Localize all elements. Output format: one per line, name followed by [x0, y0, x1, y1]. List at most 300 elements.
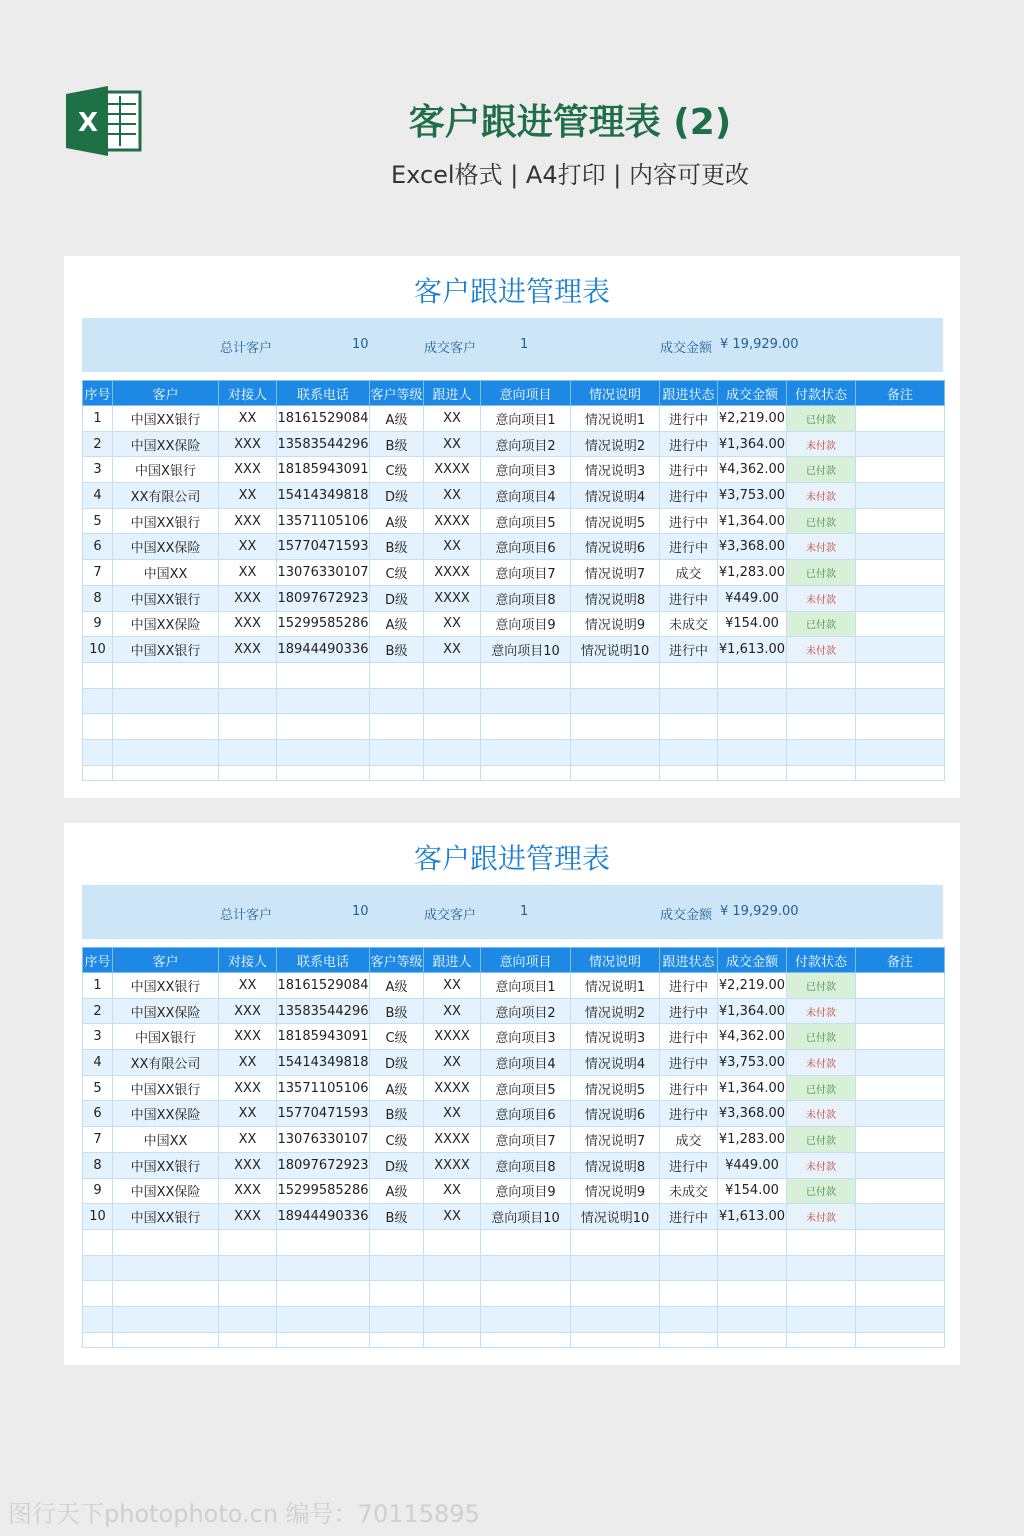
empty-cell[interactable]	[277, 1229, 370, 1255]
table-cell[interactable]: 13571105106	[277, 1075, 370, 1101]
table-cell[interactable]: A级	[370, 1075, 424, 1101]
table-cell[interactable]: 10	[83, 1204, 113, 1230]
table-cell[interactable]: ¥1,364.00	[718, 998, 787, 1024]
empty-cell[interactable]	[787, 714, 856, 740]
table-cell[interactable]: 中国XX保险	[113, 1178, 219, 1204]
empty-cell[interactable]	[277, 1281, 370, 1307]
table-cell[interactable]: 18097672923	[277, 585, 370, 611]
empty-cell[interactable]	[370, 688, 424, 714]
empty-cell[interactable]	[370, 765, 424, 780]
empty-cell[interactable]	[481, 765, 571, 780]
table-cell[interactable]: XXXX	[424, 457, 481, 483]
table-cell[interactable]: 10	[83, 637, 113, 663]
table-cell[interactable]: 意向项目3	[481, 1024, 571, 1050]
empty-cell[interactable]	[113, 1306, 219, 1332]
table-cell[interactable]: 5	[83, 508, 113, 534]
table-cell[interactable]	[856, 457, 945, 483]
column-header[interactable]: 备注	[856, 381, 945, 406]
table-cell[interactable]	[856, 1127, 945, 1153]
table-cell[interactable]: XX	[424, 534, 481, 560]
table-cell[interactable]: 进行中	[660, 998, 718, 1024]
table-cell[interactable]: 情况说明6	[571, 534, 660, 560]
empty-cell[interactable]	[219, 688, 277, 714]
column-header[interactable]: 联系电话	[277, 948, 370, 973]
table-cell[interactable]	[856, 973, 945, 999]
table-cell[interactable]: 已付款	[787, 1075, 856, 1101]
table-cell[interactable]: 情况说明4	[571, 1050, 660, 1076]
table-cell[interactable]: 18097672923	[277, 1152, 370, 1178]
table-cell[interactable]: 7	[83, 1127, 113, 1153]
empty-cell[interactable]	[660, 1281, 718, 1307]
empty-cell[interactable]	[571, 688, 660, 714]
table-cell[interactable]: 情况说明2	[571, 431, 660, 457]
table-cell[interactable]: A级	[370, 973, 424, 999]
empty-cell[interactable]	[481, 1229, 571, 1255]
table-cell[interactable]: XXXX	[424, 585, 481, 611]
table-cell[interactable]: XXXX	[424, 560, 481, 586]
table-cell[interactable]: 情况说明5	[571, 1075, 660, 1101]
table-cell[interactable]: C级	[370, 1024, 424, 1050]
table-cell[interactable]: XX	[424, 483, 481, 509]
table-cell[interactable]: C级	[370, 457, 424, 483]
empty-cell[interactable]	[856, 1229, 945, 1255]
table-cell[interactable]: 进行中	[660, 457, 718, 483]
empty-cell[interactable]	[113, 1281, 219, 1307]
table-cell[interactable]: 中国XX保险	[113, 611, 219, 637]
table-cell[interactable]: 意向项目6	[481, 1101, 571, 1127]
empty-cell[interactable]	[424, 1255, 481, 1281]
empty-cell[interactable]	[571, 765, 660, 780]
table-cell[interactable]: D级	[370, 585, 424, 611]
empty-cell[interactable]	[424, 688, 481, 714]
empty-cell[interactable]	[571, 1281, 660, 1307]
empty-cell[interactable]	[856, 765, 945, 780]
table-cell[interactable]: XX	[424, 1204, 481, 1230]
table-cell[interactable]: 9	[83, 1178, 113, 1204]
table-cell[interactable]: 中国XX保险	[113, 1101, 219, 1127]
table-cell[interactable]: 情况说明8	[571, 1152, 660, 1178]
empty-cell[interactable]	[718, 739, 787, 765]
table-cell[interactable]: 意向项目1	[481, 406, 571, 432]
table-cell[interactable]: XXX	[219, 1024, 277, 1050]
table-cell[interactable]: 情况说明9	[571, 1178, 660, 1204]
table-cell[interactable]	[856, 508, 945, 534]
table-cell[interactable]: XX	[219, 1127, 277, 1153]
table-cell[interactable]: 未付款	[787, 483, 856, 509]
table-cell[interactable]: 15770471593	[277, 534, 370, 560]
table-cell[interactable]: 未付款	[787, 1204, 856, 1230]
empty-cell[interactable]	[856, 662, 945, 688]
table-cell[interactable]: 意向项目6	[481, 534, 571, 560]
empty-cell[interactable]	[113, 688, 219, 714]
table-cell[interactable]: XX	[424, 1101, 481, 1127]
table-cell[interactable]: XXX	[219, 431, 277, 457]
table-cell[interactable]: 未付款	[787, 1050, 856, 1076]
table-cell[interactable]: 进行中	[660, 973, 718, 999]
empty-cell[interactable]	[856, 688, 945, 714]
table-cell[interactable]: ¥1,283.00	[718, 560, 787, 586]
empty-cell[interactable]	[571, 662, 660, 688]
table-cell[interactable]: 情况说明8	[571, 585, 660, 611]
table-cell[interactable]: 中国XX银行	[113, 508, 219, 534]
empty-cell[interactable]	[787, 1281, 856, 1307]
table-cell[interactable]: XXX	[219, 998, 277, 1024]
table-cell[interactable]	[856, 1101, 945, 1127]
empty-cell[interactable]	[113, 1229, 219, 1255]
table-cell[interactable]: 8	[83, 1152, 113, 1178]
table-cell[interactable]: XXXX	[424, 1024, 481, 1050]
table-cell[interactable]	[856, 998, 945, 1024]
table-cell[interactable]: 意向项目8	[481, 585, 571, 611]
table-cell[interactable]: 情况说明6	[571, 1101, 660, 1127]
empty-cell[interactable]	[856, 714, 945, 740]
table-cell[interactable]: ¥154.00	[718, 1178, 787, 1204]
empty-cell[interactable]	[718, 1306, 787, 1332]
table-cell[interactable]: 成交	[660, 560, 718, 586]
table-cell[interactable]: 情况说明1	[571, 973, 660, 999]
empty-cell[interactable]	[856, 1306, 945, 1332]
table-cell[interactable]: 未成交	[660, 1178, 718, 1204]
column-header[interactable]: 客户	[113, 948, 219, 973]
table-cell[interactable]: 意向项目2	[481, 998, 571, 1024]
table-cell[interactable]: 中国X银行	[113, 1024, 219, 1050]
empty-cell[interactable]	[277, 1255, 370, 1281]
table-cell[interactable]: 情况说明3	[571, 1024, 660, 1050]
column-header[interactable]: 成交金额	[718, 381, 787, 406]
table-cell[interactable]: 中国XX银行	[113, 1152, 219, 1178]
empty-cell[interactable]	[660, 1229, 718, 1255]
table-cell[interactable]: 6	[83, 534, 113, 560]
table-cell[interactable]: 4	[83, 1050, 113, 1076]
empty-cell[interactable]	[718, 662, 787, 688]
table-cell[interactable]: 9	[83, 611, 113, 637]
table-cell[interactable]: 成交	[660, 1127, 718, 1153]
table-cell[interactable]: 未付款	[787, 431, 856, 457]
table-cell[interactable]: 情况说明7	[571, 560, 660, 586]
table-cell[interactable]: ¥3,753.00	[718, 1050, 787, 1076]
empty-cell[interactable]	[718, 1255, 787, 1281]
table-cell[interactable]: 意向项目2	[481, 431, 571, 457]
table-cell[interactable]	[856, 585, 945, 611]
empty-cell[interactable]	[481, 714, 571, 740]
table-cell[interactable]: 进行中	[660, 1050, 718, 1076]
column-header[interactable]: 付款状态	[787, 948, 856, 973]
table-cell[interactable]: ¥4,362.00	[718, 1024, 787, 1050]
table-cell[interactable]: XX	[424, 1178, 481, 1204]
empty-cell[interactable]	[787, 1306, 856, 1332]
table-cell[interactable]: XXX	[219, 1152, 277, 1178]
empty-cell[interactable]	[718, 1281, 787, 1307]
table-cell[interactable]	[856, 534, 945, 560]
table-cell[interactable]: ¥449.00	[718, 585, 787, 611]
table-cell[interactable]: 进行中	[660, 483, 718, 509]
table-cell[interactable]: XXX	[219, 1178, 277, 1204]
empty-cell[interactable]	[718, 1332, 787, 1347]
table-cell[interactable]: C级	[370, 1127, 424, 1153]
column-header[interactable]: 情况说明	[571, 381, 660, 406]
empty-cell[interactable]	[219, 1281, 277, 1307]
table-cell[interactable]: XXXX	[424, 1075, 481, 1101]
empty-cell[interactable]	[370, 1281, 424, 1307]
table-cell[interactable]	[856, 1152, 945, 1178]
table-cell[interactable]: 2	[83, 431, 113, 457]
empty-cell[interactable]	[277, 688, 370, 714]
table-cell[interactable]: XX	[219, 1101, 277, 1127]
empty-cell[interactable]	[571, 1229, 660, 1255]
empty-cell[interactable]	[856, 1332, 945, 1347]
table-cell[interactable]: ¥154.00	[718, 611, 787, 637]
table-cell[interactable]: 意向项目5	[481, 508, 571, 534]
empty-cell[interactable]	[660, 1306, 718, 1332]
empty-cell[interactable]	[856, 1255, 945, 1281]
empty-cell[interactable]	[83, 688, 113, 714]
empty-cell[interactable]	[481, 1255, 571, 1281]
column-header[interactable]: 成交金额	[718, 948, 787, 973]
table-cell[interactable]	[856, 1204, 945, 1230]
table-cell[interactable]: 未付款	[787, 585, 856, 611]
table-cell[interactable]: 13583544296	[277, 431, 370, 457]
table-cell[interactable]: 中国XX银行	[113, 1075, 219, 1101]
empty-cell[interactable]	[424, 662, 481, 688]
table-cell[interactable]: ¥449.00	[718, 1152, 787, 1178]
table-cell[interactable]: 未付款	[787, 534, 856, 560]
table-cell[interactable]: XXX	[219, 585, 277, 611]
column-header[interactable]: 客户等级	[370, 381, 424, 406]
empty-cell[interactable]	[113, 765, 219, 780]
table-cell[interactable]: B级	[370, 998, 424, 1024]
table-cell[interactable]: 已付款	[787, 508, 856, 534]
empty-cell[interactable]	[113, 739, 219, 765]
empty-cell[interactable]	[219, 1255, 277, 1281]
table-cell[interactable]: ¥1,364.00	[718, 431, 787, 457]
table-cell[interactable]: 中国XX银行	[113, 1204, 219, 1230]
table-cell[interactable]: 已付款	[787, 406, 856, 432]
table-cell[interactable]: 未付款	[787, 1152, 856, 1178]
empty-cell[interactable]	[787, 739, 856, 765]
column-header[interactable]: 对接人	[219, 948, 277, 973]
table-cell[interactable]: 7	[83, 560, 113, 586]
table-cell[interactable]: 进行中	[660, 406, 718, 432]
empty-cell[interactable]	[787, 1332, 856, 1347]
table-cell[interactable]: XXXX	[424, 1127, 481, 1153]
table-cell[interactable]: 已付款	[787, 1024, 856, 1050]
table-cell[interactable]: XXX	[219, 637, 277, 663]
empty-cell[interactable]	[718, 1229, 787, 1255]
table-cell[interactable]: 未付款	[787, 998, 856, 1024]
table-cell[interactable]: 中国XX银行	[113, 585, 219, 611]
table-cell[interactable]: 已付款	[787, 611, 856, 637]
empty-cell[interactable]	[787, 1255, 856, 1281]
table-cell[interactable]: 意向项目1	[481, 973, 571, 999]
empty-cell[interactable]	[571, 739, 660, 765]
table-cell[interactable]: 18944490336	[277, 1204, 370, 1230]
empty-cell[interactable]	[83, 1306, 113, 1332]
table-cell[interactable]: 中国XX保险	[113, 431, 219, 457]
empty-cell[interactable]	[481, 1281, 571, 1307]
table-cell[interactable]: 情况说明2	[571, 998, 660, 1024]
table-cell[interactable]	[856, 483, 945, 509]
table-cell[interactable]: ¥2,219.00	[718, 973, 787, 999]
table-cell[interactable]: 意向项目9	[481, 1178, 571, 1204]
empty-cell[interactable]	[277, 739, 370, 765]
empty-cell[interactable]	[370, 662, 424, 688]
empty-cell[interactable]	[481, 1306, 571, 1332]
table-cell[interactable]: 中国XX银行	[113, 637, 219, 663]
empty-cell[interactable]	[113, 1332, 219, 1347]
table-cell[interactable]: B级	[370, 431, 424, 457]
table-cell[interactable]: C级	[370, 560, 424, 586]
table-cell[interactable]: 中国XX银行	[113, 973, 219, 999]
table-cell[interactable]: 情况说明5	[571, 508, 660, 534]
column-header[interactable]: 备注	[856, 948, 945, 973]
table-cell[interactable]: XX	[424, 973, 481, 999]
table-cell[interactable]: 6	[83, 1101, 113, 1127]
table-cell[interactable]: 1	[83, 973, 113, 999]
table-cell[interactable]: 进行中	[660, 1101, 718, 1127]
table-cell[interactable]: XX	[424, 431, 481, 457]
table-cell[interactable]: 3	[83, 457, 113, 483]
table-cell[interactable]	[856, 1024, 945, 1050]
empty-cell[interactable]	[83, 739, 113, 765]
table-cell[interactable]: D级	[370, 1050, 424, 1076]
table-cell[interactable]: ¥1,613.00	[718, 1204, 787, 1230]
table-cell[interactable]: 意向项目3	[481, 457, 571, 483]
column-header[interactable]: 序号	[83, 948, 113, 973]
table-cell[interactable]: XXXX	[424, 508, 481, 534]
table-cell[interactable]: XX	[219, 973, 277, 999]
column-header[interactable]: 意向项目	[481, 948, 571, 973]
table-cell[interactable]: 中国XX保险	[113, 534, 219, 560]
table-cell[interactable]: 中国XX保险	[113, 998, 219, 1024]
empty-cell[interactable]	[219, 765, 277, 780]
table-cell[interactable]: ¥1,283.00	[718, 1127, 787, 1153]
empty-cell[interactable]	[370, 1332, 424, 1347]
table-cell[interactable]: 18161529084	[277, 973, 370, 999]
column-header[interactable]: 跟进人	[424, 948, 481, 973]
table-cell[interactable]: B级	[370, 1204, 424, 1230]
table-cell[interactable]: XX	[424, 406, 481, 432]
empty-cell[interactable]	[277, 765, 370, 780]
empty-cell[interactable]	[718, 714, 787, 740]
empty-cell[interactable]	[219, 714, 277, 740]
table-cell[interactable]: 15770471593	[277, 1101, 370, 1127]
table-cell[interactable]	[856, 560, 945, 586]
empty-cell[interactable]	[481, 1332, 571, 1347]
table-cell[interactable]: 18944490336	[277, 637, 370, 663]
empty-cell[interactable]	[83, 765, 113, 780]
table-cell[interactable]: 意向项目4	[481, 483, 571, 509]
table-cell[interactable]: 意向项目9	[481, 611, 571, 637]
table-cell[interactable]: A级	[370, 406, 424, 432]
empty-cell[interactable]	[856, 1281, 945, 1307]
empty-cell[interactable]	[660, 1255, 718, 1281]
table-cell[interactable]: 中国XX	[113, 560, 219, 586]
empty-cell[interactable]	[219, 1332, 277, 1347]
table-cell[interactable]: 13583544296	[277, 998, 370, 1024]
table-cell[interactable]: 情况说明10	[571, 1204, 660, 1230]
table-cell[interactable]	[856, 637, 945, 663]
table-cell[interactable]: 4	[83, 483, 113, 509]
table-cell[interactable]: XXX	[219, 611, 277, 637]
table-cell[interactable]: 5	[83, 1075, 113, 1101]
table-cell[interactable]: 未付款	[787, 1101, 856, 1127]
empty-cell[interactable]	[571, 1332, 660, 1347]
table-cell[interactable]: ¥1,613.00	[718, 637, 787, 663]
empty-cell[interactable]	[83, 714, 113, 740]
column-header[interactable]: 跟进人	[424, 381, 481, 406]
empty-cell[interactable]	[424, 1281, 481, 1307]
table-cell[interactable]	[856, 406, 945, 432]
table-cell[interactable]: 1	[83, 406, 113, 432]
empty-cell[interactable]	[481, 688, 571, 714]
empty-cell[interactable]	[113, 1255, 219, 1281]
column-header[interactable]: 客户等级	[370, 948, 424, 973]
column-header[interactable]: 序号	[83, 381, 113, 406]
empty-cell[interactable]	[219, 1229, 277, 1255]
table-cell[interactable]: 13076330107	[277, 560, 370, 586]
table-cell[interactable]: ¥1,364.00	[718, 508, 787, 534]
table-cell[interactable]: 8	[83, 585, 113, 611]
table-cell[interactable]: ¥3,368.00	[718, 534, 787, 560]
table-cell[interactable]: 意向项目4	[481, 1050, 571, 1076]
empty-cell[interactable]	[370, 1229, 424, 1255]
empty-cell[interactable]	[481, 739, 571, 765]
empty-cell[interactable]	[424, 1306, 481, 1332]
table-cell[interactable]: B级	[370, 1101, 424, 1127]
column-header[interactable]: 情况说明	[571, 948, 660, 973]
column-header[interactable]: 客户	[113, 381, 219, 406]
table-cell[interactable]: 已付款	[787, 1178, 856, 1204]
table-cell[interactable]: 进行中	[660, 431, 718, 457]
table-cell[interactable]: ¥1,364.00	[718, 1075, 787, 1101]
table-cell[interactable]: 13076330107	[277, 1127, 370, 1153]
table-cell[interactable]: 意向项目10	[481, 1204, 571, 1230]
empty-cell[interactable]	[787, 662, 856, 688]
table-cell[interactable]: 进行中	[660, 1075, 718, 1101]
table-cell[interactable]: XXX	[219, 508, 277, 534]
table-cell[interactable]: 意向项目7	[481, 1127, 571, 1153]
table-cell[interactable]: 中国X银行	[113, 457, 219, 483]
empty-cell[interactable]	[787, 1229, 856, 1255]
table-cell[interactable]: B级	[370, 637, 424, 663]
table-cell[interactable]: ¥2,219.00	[718, 406, 787, 432]
empty-cell[interactable]	[660, 662, 718, 688]
table-cell[interactable]: 15299585286	[277, 611, 370, 637]
empty-cell[interactable]	[424, 765, 481, 780]
table-cell[interactable]: 意向项目10	[481, 637, 571, 663]
table-cell[interactable]: XX有限公司	[113, 483, 219, 509]
table-cell[interactable]: 进行中	[660, 637, 718, 663]
table-cell[interactable]: 意向项目8	[481, 1152, 571, 1178]
empty-cell[interactable]	[83, 1229, 113, 1255]
table-cell[interactable]: 情况说明1	[571, 406, 660, 432]
table-cell[interactable]: XXX	[219, 1075, 277, 1101]
empty-cell[interactable]	[277, 714, 370, 740]
table-cell[interactable]: XXX	[219, 1204, 277, 1230]
table-cell[interactable]	[856, 611, 945, 637]
table-cell[interactable]	[856, 1050, 945, 1076]
column-header[interactable]: 对接人	[219, 381, 277, 406]
empty-cell[interactable]	[424, 714, 481, 740]
table-cell[interactable]: 情况说明3	[571, 457, 660, 483]
empty-cell[interactable]	[277, 1306, 370, 1332]
empty-cell[interactable]	[571, 1255, 660, 1281]
table-cell[interactable]: 意向项目5	[481, 1075, 571, 1101]
column-header[interactable]: 意向项目	[481, 381, 571, 406]
empty-cell[interactable]	[219, 739, 277, 765]
empty-cell[interactable]	[370, 1306, 424, 1332]
empty-cell[interactable]	[718, 688, 787, 714]
